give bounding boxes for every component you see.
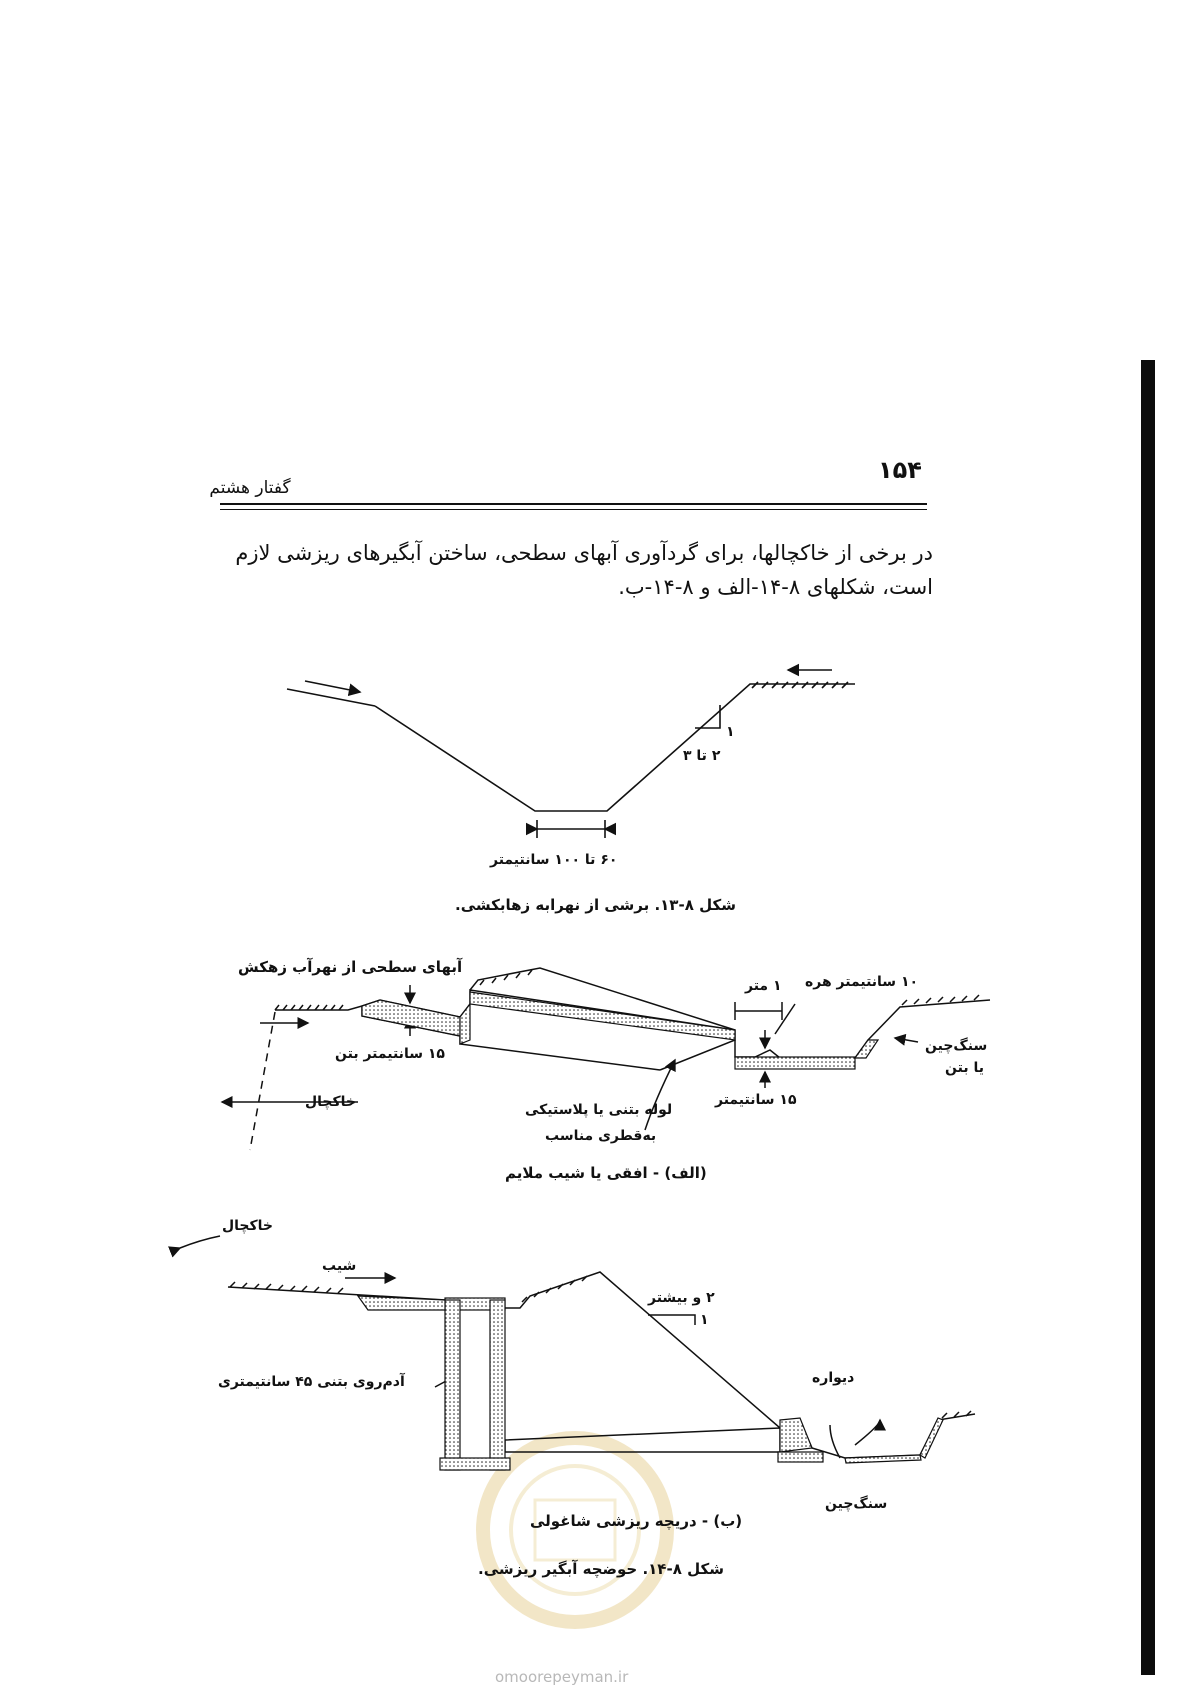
fig14a-riprap-label: سنگ‌چین bbox=[925, 1038, 988, 1054]
body-paragraph: در برخی از خاکچالها، برای گردآوری آبهای سطحی، ساختن آبگیرهای ریزشی لازم است، شکلهای ۸-۱۴-الف و ۸-۱۴-ب. bbox=[235, 541, 933, 599]
fig14a-subcaption: (الف) - افقی یا شیب ملایم bbox=[505, 1164, 707, 1182]
fig14-caption: شکل ۸-۱۴. حوضچه آبگیر ریزشی. bbox=[478, 1560, 724, 1578]
fig14b-riprap-label: سنگ‌چین bbox=[825, 1496, 888, 1512]
fig14a-or-concrete-label: یا بتن bbox=[945, 1060, 984, 1076]
fig14b-ratio-2-label: ۲ و بیشتر bbox=[648, 1290, 715, 1306]
fig13-slope-horizontal: ۲ تا ۳ bbox=[683, 748, 721, 764]
fig14b-pit-label: خاکچال bbox=[222, 1218, 273, 1234]
fig14a-surface-water-label: آبهای سطحی از نهرآب زهکش bbox=[238, 958, 463, 976]
fig13-channel-section bbox=[287, 670, 855, 838]
fig14b-wall-label: دیواره bbox=[812, 1370, 855, 1386]
page-number: ۱۵۴ bbox=[878, 456, 922, 484]
fig14a-15cm-label: ۱۵ سانتیمتر bbox=[715, 1092, 797, 1108]
fig14a-concrete-15-label: ۱۵ سانتیمتر بتن bbox=[335, 1046, 445, 1062]
fig14a-pit-label: خاکچال bbox=[305, 1094, 356, 1110]
fig14b-slope-label: شیب bbox=[322, 1258, 357, 1274]
fig14b-manhole-label: آدم‌روی بتنی ۴۵ سانتیمتری bbox=[218, 1374, 405, 1390]
watermark-text: omoorepeyman.ir bbox=[495, 1668, 629, 1686]
fig14b-ratio-1-label: ۱ bbox=[700, 1312, 709, 1328]
fig14a-10cm-label: ۱۰ سانتیمتر هره bbox=[805, 974, 919, 990]
fig13-slope-vertical: ۱ bbox=[726, 724, 735, 740]
fig14a-pipe-label-2: به‌قطری مناسب bbox=[545, 1128, 657, 1144]
fig14b-subcaption: (ب) - دریچه ریزشی شاغولی bbox=[530, 1512, 743, 1530]
running-head: گفتار هشتم bbox=[209, 478, 291, 498]
watermark-seal bbox=[483, 1438, 667, 1622]
fig14a-pipe-label-1: لوله بتنی یا پلاستیکی bbox=[525, 1102, 673, 1118]
fig13-width-label: ۶۰ تا ۱۰۰ سانتیمتر bbox=[490, 852, 618, 868]
fig14b-vertical-drop-inlet bbox=[180, 1236, 975, 1458]
fig14a-one-meter-label: ۱ متر bbox=[745, 978, 782, 994]
fig13-caption: شکل ۸-۱۳. برشی از نهرابه زهابکشی. bbox=[455, 896, 736, 914]
